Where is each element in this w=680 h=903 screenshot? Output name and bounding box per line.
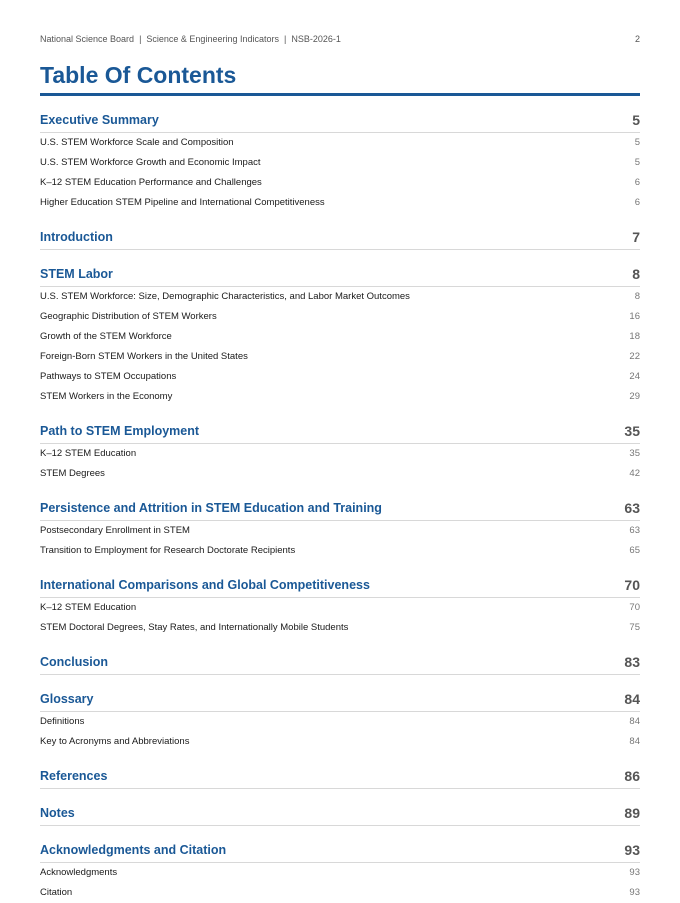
toc-section-entry[interactable] bbox=[40, 764, 640, 789]
toc-subsection-entry[interactable] bbox=[40, 541, 640, 561]
toc-section-title[interactable]: Path to STEM Employment bbox=[40, 423, 200, 438]
toc-section-entry[interactable] bbox=[40, 573, 640, 598]
toc-section-entry[interactable] bbox=[40, 650, 640, 675]
toc-section-page[interactable]: 84 bbox=[624, 690, 640, 707]
toc-section-page[interactable]: 7 bbox=[632, 228, 640, 245]
toc-subsection-title[interactable]: Pathways to STEM Occupations bbox=[40, 371, 177, 382]
toc-subsection-title[interactable]: Postsecondary Enrollment in STEM bbox=[40, 525, 190, 536]
toc-subsection-page[interactable]: 18 bbox=[629, 331, 640, 342]
toc-subsection-page[interactable]: 65 bbox=[629, 545, 640, 556]
toc-subsection-title[interactable]: Transition to Employment for Research Doctorate Recipients bbox=[40, 545, 296, 556]
toc-section-title[interactable]: International Comparisons and Global Competitiveness bbox=[40, 577, 370, 592]
section-gap bbox=[40, 250, 640, 262]
toc-section-title[interactable]: References bbox=[40, 768, 108, 783]
toc-section bbox=[40, 108, 640, 225]
running-header bbox=[40, 34, 640, 46]
toc-subsection-title[interactable]: Growth of the STEM Workforce bbox=[40, 331, 172, 342]
toc-subsection-title[interactable]: K–12 STEM Education bbox=[40, 602, 137, 613]
title-rule bbox=[40, 93, 640, 96]
toc-section-title[interactable]: Glossary bbox=[40, 691, 94, 706]
page bbox=[40, 0, 640, 903]
toc-section-title[interactable]: Introduction bbox=[40, 229, 113, 244]
toc-subsection-page[interactable]: 93 bbox=[629, 867, 640, 878]
toc-subsection-entry[interactable] bbox=[40, 327, 640, 347]
toc-subsection-page[interactable]: 16 bbox=[629, 311, 640, 322]
toc-subsection-page[interactable]: 63 bbox=[629, 525, 640, 536]
toc-section-page[interactable]: 63 bbox=[624, 499, 640, 516]
toc-subsection-page[interactable]: 70 bbox=[629, 602, 640, 613]
toc-section-title[interactable]: Acknowledgments and Citation bbox=[40, 842, 227, 857]
toc-subsection-page[interactable]: 24 bbox=[629, 371, 640, 382]
toc-section bbox=[40, 838, 640, 903]
section-gap bbox=[40, 752, 640, 764]
toc-section bbox=[40, 650, 640, 687]
toc-subsection-title[interactable]: Geographic Distribution of STEM Workers bbox=[40, 311, 217, 322]
toc-subsection-page[interactable]: 5 bbox=[634, 137, 640, 148]
toc-section bbox=[40, 262, 640, 419]
toc-section-entry[interactable] bbox=[40, 262, 640, 287]
toc-subsection-page[interactable]: 84 bbox=[629, 716, 640, 727]
toc-section-page[interactable]: 35 bbox=[624, 422, 640, 439]
toc-subsection-page[interactable]: 29 bbox=[629, 391, 640, 402]
toc-list bbox=[40, 108, 640, 903]
toc-section-page[interactable]: 93 bbox=[624, 841, 640, 858]
header-separator: | bbox=[284, 34, 287, 44]
toc-subsection-entry[interactable] bbox=[40, 173, 640, 193]
header-separator: | bbox=[139, 34, 142, 44]
toc-subsection-page[interactable]: 8 bbox=[634, 291, 640, 302]
section-gap bbox=[40, 675, 640, 687]
section-gap bbox=[40, 561, 640, 573]
header-org: National Science Board bbox=[40, 34, 135, 44]
toc-section-page[interactable]: 5 bbox=[632, 111, 640, 128]
toc-subsection-page[interactable]: 6 bbox=[634, 197, 640, 208]
toc-subsection-title[interactable]: U.S. STEM Workforce Scale and Composition bbox=[40, 137, 234, 148]
toc-subsection-title[interactable]: STEM Degrees bbox=[40, 468, 105, 479]
header-left bbox=[40, 34, 341, 46]
toc-section bbox=[40, 801, 640, 838]
toc-subsection-page[interactable]: 93 bbox=[629, 887, 640, 898]
toc-subsection-title[interactable]: U.S. STEM Workforce Growth and Economic Impact bbox=[40, 157, 261, 168]
toc-subsection-page[interactable]: 35 bbox=[629, 448, 640, 459]
header-page-number: 2 bbox=[634, 34, 640, 44]
section-gap bbox=[40, 638, 640, 650]
toc-subsection-title[interactable]: Key to Acronyms and Abbreviations bbox=[40, 736, 190, 747]
toc-section-title[interactable]: Notes bbox=[40, 805, 75, 820]
toc-subsection-title[interactable]: Citation bbox=[40, 887, 73, 898]
toc-subsection-title[interactable]: Foreign-Born STEM Workers in the United States bbox=[40, 351, 248, 362]
toc-subsection-page[interactable]: 6 bbox=[634, 177, 640, 188]
toc-subsection-entry[interactable] bbox=[40, 387, 640, 407]
toc-section-entry[interactable] bbox=[40, 687, 640, 712]
header-report: Science & Engineering Indicators bbox=[146, 34, 279, 44]
toc-subsection-title[interactable]: K–12 STEM Education Performance and Challenges bbox=[40, 177, 262, 188]
toc-subsection-entry[interactable] bbox=[40, 598, 640, 618]
section-gap bbox=[40, 213, 640, 225]
toc-subsection-entry[interactable] bbox=[40, 521, 640, 541]
toc-subsection-title[interactable]: Acknowledgments bbox=[40, 867, 118, 878]
toc-subsection-title[interactable]: K–12 STEM Education bbox=[40, 448, 137, 459]
toc-subsection-entry[interactable] bbox=[40, 193, 640, 213]
section-gap bbox=[40, 407, 640, 419]
section-gap bbox=[40, 826, 640, 838]
toc-section-page[interactable]: 8 bbox=[632, 265, 640, 282]
toc-section-page[interactable]: 89 bbox=[624, 804, 640, 821]
toc-subsection-entry[interactable] bbox=[40, 153, 640, 173]
page-title: Table Of Contents bbox=[40, 62, 237, 88]
toc-subsection-entry[interactable] bbox=[40, 287, 640, 307]
toc-section-entry[interactable] bbox=[40, 801, 640, 826]
toc-section-entry[interactable] bbox=[40, 838, 640, 863]
toc-subsection-entry[interactable] bbox=[40, 444, 640, 464]
toc-section bbox=[40, 687, 640, 764]
toc-section-title[interactable]: Conclusion bbox=[40, 654, 109, 669]
toc-subsection-entry[interactable] bbox=[40, 883, 640, 903]
toc-section bbox=[40, 225, 640, 262]
toc-section-entry[interactable] bbox=[40, 108, 640, 133]
toc-subsection-page[interactable]: 42 bbox=[629, 468, 640, 479]
toc-subsection-entry[interactable] bbox=[40, 464, 640, 484]
toc-subsection-entry[interactable] bbox=[40, 347, 640, 367]
toc-subsection-entry[interactable] bbox=[40, 712, 640, 732]
section-gap bbox=[40, 484, 640, 496]
toc-section bbox=[40, 764, 640, 801]
toc-subsection-entry[interactable] bbox=[40, 133, 640, 153]
toc-section-page[interactable]: 70 bbox=[624, 576, 640, 593]
toc-subsection-page[interactable]: 5 bbox=[634, 157, 640, 168]
toc-section-entry[interactable] bbox=[40, 225, 640, 250]
toc-section-page[interactable]: 86 bbox=[624, 767, 640, 784]
toc-section-title[interactable]: STEM Labor bbox=[40, 266, 113, 281]
toc-subsection-page[interactable]: 75 bbox=[629, 622, 640, 633]
section-gap bbox=[40, 789, 640, 801]
toc-subsection-entry[interactable] bbox=[40, 367, 640, 387]
toc-subsection-title[interactable]: STEM Workers in the Economy bbox=[40, 391, 173, 402]
toc-subsection-entry[interactable] bbox=[40, 732, 640, 752]
toc-subsection-page[interactable]: 22 bbox=[629, 351, 640, 362]
toc-section-title[interactable]: Executive Summary bbox=[40, 112, 159, 127]
toc-subsection-title[interactable]: Definitions bbox=[40, 716, 85, 727]
toc-section-entry[interactable] bbox=[40, 419, 640, 444]
toc-subsection-title[interactable]: U.S. STEM Workforce: Size, Demographic Characteristics, and Labor Market Outcomes bbox=[40, 291, 410, 302]
toc-section-title[interactable]: Persistence and Attrition in STEM Education and Training bbox=[40, 500, 382, 515]
toc-subsection-title[interactable]: Higher Education STEM Pipeline and International Competitiveness bbox=[40, 197, 325, 208]
toc-subsection-title[interactable]: STEM Doctoral Degrees, Stay Rates, and Internationally Mobile Students bbox=[40, 622, 349, 633]
header-doc-id: NSB-2026-1 bbox=[291, 34, 341, 44]
toc-section-page[interactable]: 83 bbox=[624, 653, 640, 670]
toc-subsection-page[interactable]: 84 bbox=[629, 736, 640, 747]
toc-section bbox=[40, 419, 640, 496]
toc-section-entry[interactable] bbox=[40, 496, 640, 521]
toc-subsection-entry[interactable] bbox=[40, 618, 640, 638]
toc-subsection-entry[interactable] bbox=[40, 307, 640, 327]
toc-section bbox=[40, 496, 640, 573]
toc-section bbox=[40, 573, 640, 650]
